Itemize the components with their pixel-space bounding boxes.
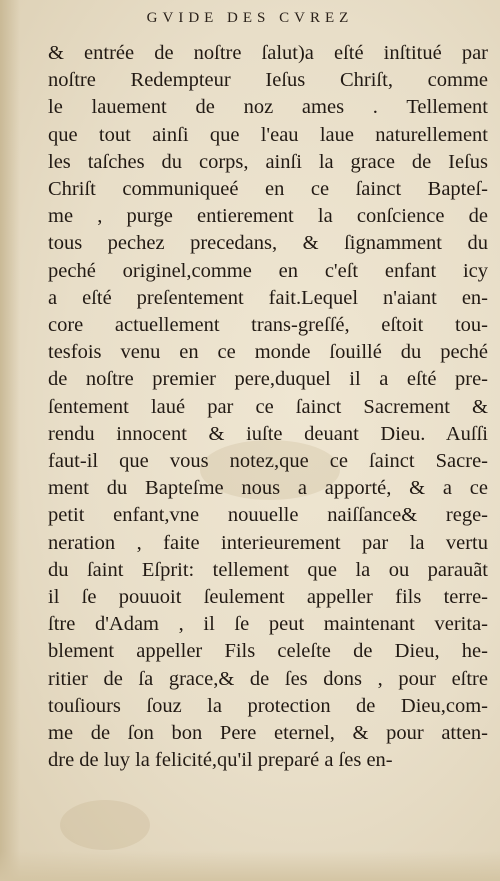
text-line: Chriſt communiqueé en ce ſainct Bapteſ-	[48, 178, 488, 201]
text-line: noſtre Redempteur Ieſus Chriſt, comme	[48, 69, 488, 92]
text-line: ment du Bapteſme nous a apporté, & a ce	[48, 477, 488, 500]
page-bottom-shadow	[0, 851, 500, 881]
text-line: dre de luy la felicité,qu'il preparé a ſes en-	[48, 749, 393, 772]
page-gutter-shadow	[0, 0, 20, 881]
text-line: de noſtre premier pere,duquel il a eſté pre-	[48, 368, 488, 391]
text-line: touſiours ſouz la protection de Dieu,com-	[48, 694, 488, 717]
text-line: me de ſon bon Pere eternel, & pour atten-	[48, 722, 488, 745]
text-line: peché originel,comme en c'eſt enfant icy	[48, 259, 488, 282]
text-line: core actuellement trans-greſſé, eſtoit tou-	[48, 314, 488, 337]
text-line: faut-il que vous notez,que ce ſainct Sacre-	[48, 450, 488, 473]
text-line: & entrée de noſtre ſalut)a eſté inſtitué par	[48, 42, 488, 64]
text-line: neration , faite interieurement par la vertu	[48, 531, 488, 554]
text-line: me , purge entierement la conſcience de	[48, 205, 488, 228]
text-line: ſtre d'Adam , il ſe peut maintenant verita-	[48, 613, 488, 636]
text-line: petit enfant,vne nouuelle naiſſance& rege-	[48, 504, 488, 527]
text-line: ritier de ſa grace,& de ſes dons , pour eſtre	[48, 667, 488, 690]
text-line: que tout ainſi que l'eau laue naturellement	[48, 123, 488, 146]
text-line: du ſaint Eſprit: tellement que la ou parauãt	[48, 558, 488, 581]
text-line: ſentement laué par ce ſainct Sacrement &	[48, 395, 488, 418]
text-line: tesfois venu en ce monde ſouillé du peché	[48, 341, 488, 364]
text-line: blement appeller Fils celeſte de Dieu, he-	[48, 640, 488, 663]
text-line: a eſté preſentement fait.Lequel n'aiant en-	[48, 286, 488, 309]
text-line: le lauement de noz ames . Tellement	[48, 96, 488, 119]
text-line: tous pechez precedans, & ſignamment du	[48, 232, 488, 255]
paper-stain	[60, 800, 150, 850]
text-line: rendu innocent & iuſte deuant Dieu. Auſſi	[48, 422, 488, 445]
body-text	[48, 40, 488, 774]
text-line: les taſches du corps, ainſi la grace de Ieſus	[48, 150, 488, 173]
running-head: GVIDE DES CVREZ	[146, 10, 354, 26]
text-line: il ſe pouuoit ſeulement appeller fils terre-	[48, 586, 488, 609]
